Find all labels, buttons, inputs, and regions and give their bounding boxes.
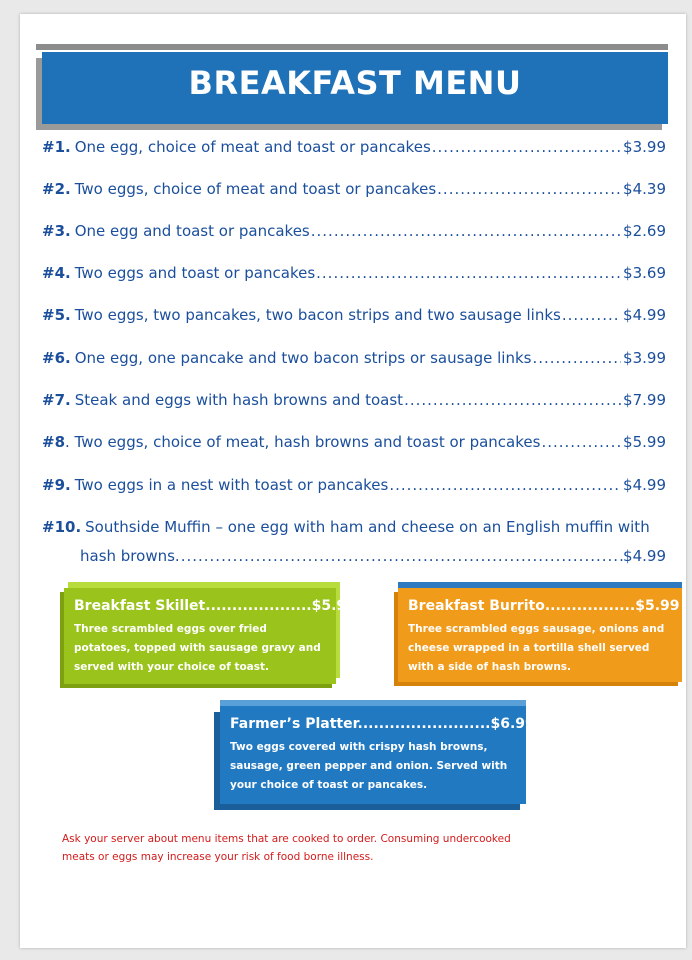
leader-dots (316, 263, 621, 283)
item-price: $3.69 (623, 264, 666, 282)
item-price: $3.99 (623, 138, 666, 156)
item-description: Steak and eggs with hash browns and toast (74, 391, 404, 409)
leader-dots: ................. (544, 598, 636, 614)
page-title: BREAKFAST MENU (188, 64, 522, 102)
special-breakfast-skillet (64, 588, 356, 684)
leader-dots (541, 432, 621, 452)
item-line-2 (42, 546, 666, 566)
item-number: #6. (42, 349, 71, 367)
item-price: $4.39 (623, 180, 666, 198)
item-description: Two eggs and toast or pancakes (74, 264, 316, 282)
item-description: Southside Muffin – one egg with ham and cheese on an English muffin with (85, 518, 650, 536)
special-heading (74, 598, 356, 614)
special-description: Two eggs covered with crispy hash browns, sausage, green pepper and onion. Served with your choice of toast or pancakes. (230, 741, 508, 791)
title-banner (42, 52, 668, 124)
item-number: #4. (42, 264, 71, 282)
menu-item-8 (42, 432, 666, 452)
special-heading (408, 598, 680, 614)
item-number: #5. (42, 306, 71, 324)
menu-item-1 (42, 137, 666, 157)
menu-item-10 (42, 517, 666, 566)
menu-item-9 (42, 475, 666, 495)
item-number: #2. (42, 180, 71, 198)
item-line-1 (42, 517, 666, 537)
menu-item-7 (42, 390, 666, 410)
menu-item-4 (42, 263, 666, 283)
item-price: $4.99 (623, 547, 666, 565)
menu-item-6 (42, 348, 666, 368)
special-name: Farmer’s Platter (230, 716, 358, 732)
leader-dots (532, 348, 621, 368)
menu-item-2 (42, 179, 666, 199)
item-price: $2.69 (623, 222, 666, 240)
special-breakfast-burrito (398, 588, 682, 682)
item-description: One egg, one pancake and two bacon strips or sausage links (74, 349, 532, 367)
item-description: Two eggs in a nest with toast or pancakes (74, 476, 389, 494)
special-price: $6.99 (490, 716, 535, 732)
special-price: $5.99 (311, 598, 356, 614)
item-description: One egg and toast or pancakes (74, 222, 310, 240)
item-price: $3.99 (623, 349, 666, 367)
leader-dots: .................... (205, 598, 312, 614)
item-description: Two eggs, two pancakes, two bacon strips and two sausage links (74, 306, 561, 324)
item-number: #1. (42, 138, 71, 156)
item-description-continued: hash browns (80, 547, 175, 565)
special-farmers-platter (220, 706, 535, 804)
item-number: #9. (42, 476, 71, 494)
leader-dots (311, 221, 621, 241)
leader-dots (404, 390, 621, 410)
item-price: $4.99 (623, 306, 666, 324)
item-price: $7.99 (623, 391, 666, 409)
special-heading (230, 716, 535, 732)
special-price: $5.99 (635, 598, 680, 614)
leader-dots (389, 475, 621, 495)
item-description: Two eggs, choice of meat and toast or pancakes (74, 180, 437, 198)
special-description: Three scrambled eggs sausage, onions and cheese wrapped in a tortilla shell served with a side of hash browns. (408, 623, 665, 673)
item-number: #7. (42, 391, 71, 409)
special-name: Breakfast Skillet (74, 598, 206, 614)
food-safety-notice: Ask your server about menu items that are cooked to order. Consuming undercooked meats or eggs may increase your risk of food borne illness. (62, 833, 511, 863)
leader-dots: ......................... (357, 716, 491, 732)
item-price: $5.99 (623, 433, 666, 451)
menu-item-5 (42, 305, 666, 325)
leader-dots (175, 546, 623, 566)
item-price: $4.99 (623, 476, 666, 494)
special-description: Three scrambled eggs over fried potatoes, topped with sausage gravy and served with your choice of toast. (74, 623, 321, 673)
item-description: . Two eggs, choice of meat, hash browns and toast or pancakes (65, 433, 541, 451)
menu-item-3 (42, 221, 666, 241)
leader-dots (437, 179, 621, 199)
leader-dots (432, 137, 621, 157)
item-description: One egg, choice of meat and toast or pancakes (74, 138, 431, 156)
item-number: #3. (42, 222, 71, 240)
special-name: Breakfast Burrito (408, 598, 545, 614)
item-number: #8 (42, 433, 66, 451)
item-number: #10. (42, 518, 82, 536)
leader-dots (562, 305, 621, 325)
